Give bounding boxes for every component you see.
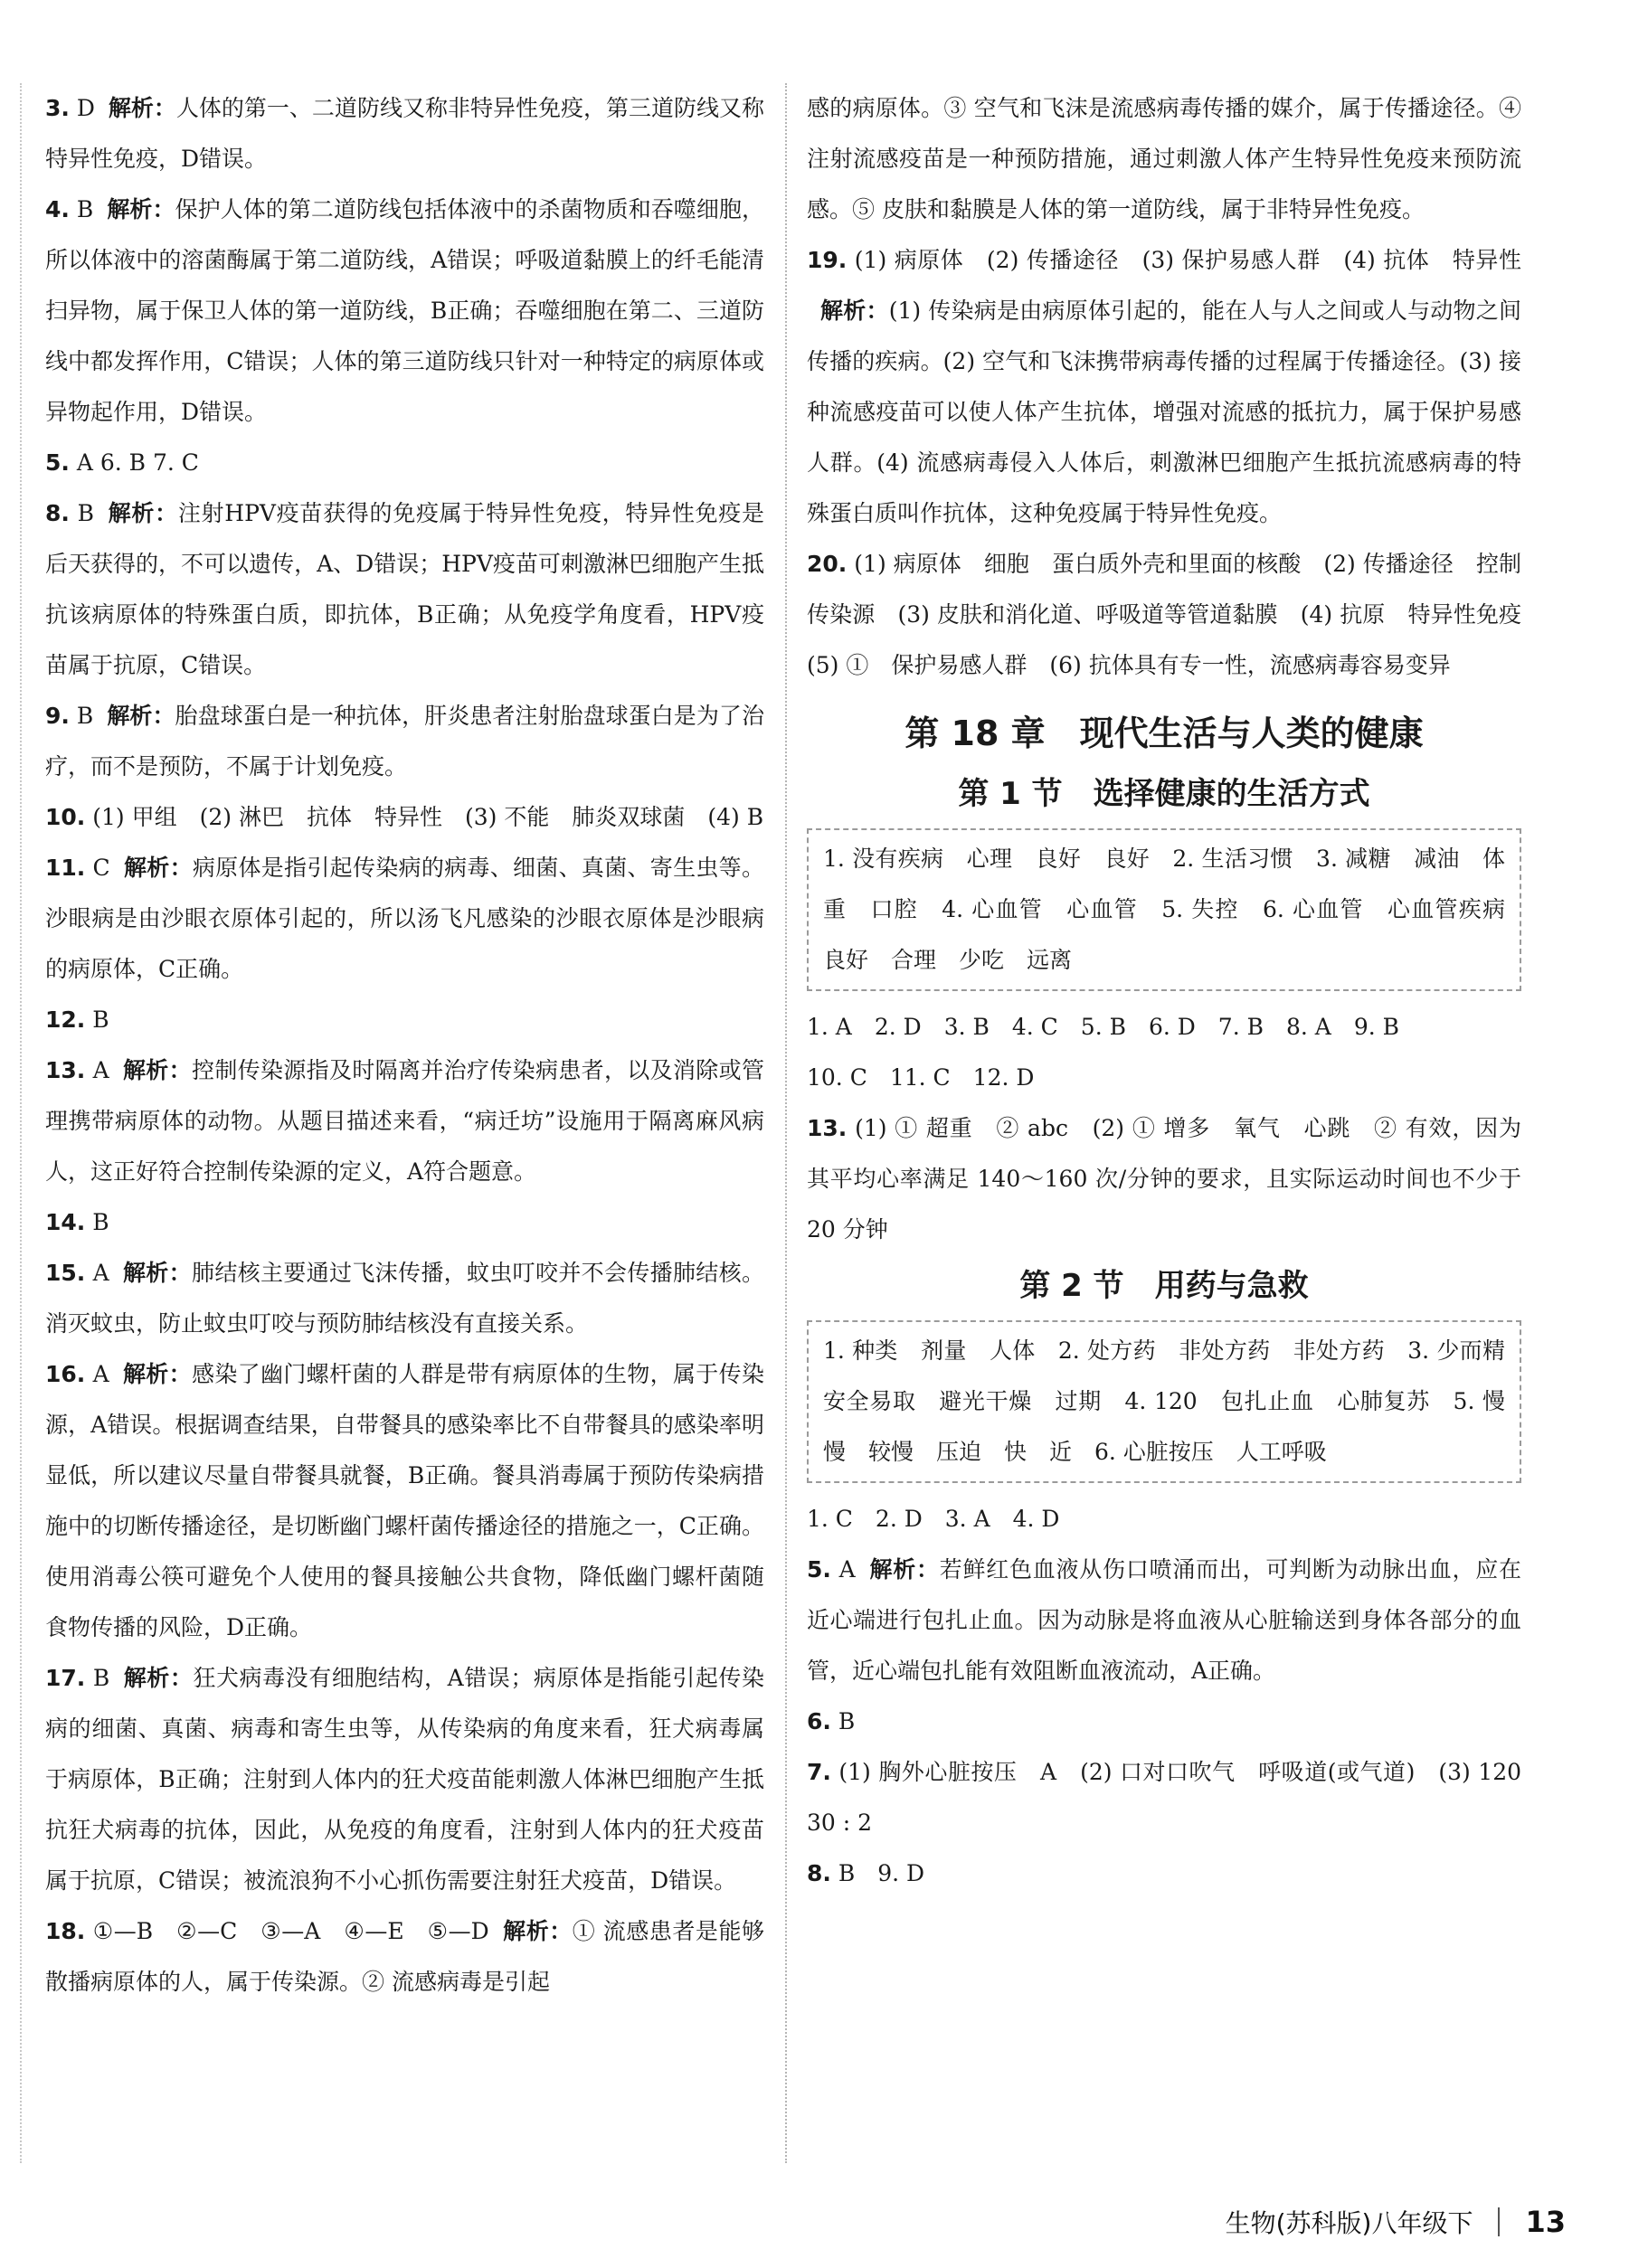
chapter-title: 第 18 章 现代生活与人类的健康: [904, 713, 1424, 753]
footer-subject: 生物(苏科版)八年级下: [1225, 2208, 1473, 2238]
answer-3: 3. D 解析：人体的第一、二道防线又称非特异性免疫，第三道防线又称特异性免疫，D错误。: [45, 95, 764, 172]
left-margin-rule: [20, 83, 22, 2163]
answer-19: 19. (1) 病原体 (2) 传播途径 (3) 保护易感人群 (4) 抗体 特异性解析：(1) 传染病是由病原体引起的，能在人与人之间或人与动物之间传播的疾病。(2) 空气和飞沫携带病毒传播的过程属于传播途径。(3) 接种流感疫苗可以使人体产生抗体，增强对流感的抵抗力，属于保护易感人群。(4) 流感病毒侵入人体后，刺激淋巴细胞产生抵抗流感病毒的特殊蛋白质叫作抗体，这种免疫属于特异性免疫。: [807, 247, 1521, 526]
answer-9: 9. B 解析：胎盘球蛋白是一种抗体，肝炎患者注射胎盘球蛋白是为了治疗，而不是预防，不属于计划免疫。: [45, 703, 764, 780]
column-divider: [785, 83, 787, 2163]
section-2-answer-8-9: 8. B 9. D: [807, 1860, 925, 1886]
answer-14: 14. B: [45, 1209, 109, 1235]
answer-20: 20. (1) 病原体 细胞 蛋白质外壳和里面的核酸 (2) 传播途径 控制传染源 (3) 皮肤和消化道、呼吸道等管道黏膜 (4) 抗原 特异性免疫 (5) ① 保护易感人群 (6) 抗体具有专一性，流感病毒容易变异: [807, 551, 1545, 678]
section-1-fill-box: 1. 没有疾病 心理 良好 良好 2. 生活习惯 3. 减糖 减油 体重 口腔 4. 心血管 心血管 5. 失控 6. 心血管 心血管疾病 良好 合理 少吃 远离: [807, 828, 1521, 991]
footer-separator: [1498, 2207, 1500, 2236]
section-1-answers-line-1: 1. A 2. D 3. B 4. C 5. B 6. D 7. B 8. A 9. B: [807, 1014, 1400, 1040]
section-2-answers-line-1: 1. C 2. D 3. A 4. D: [807, 1506, 1060, 1532]
section-1-answers-line-2: 10. C 11. C 12. D: [807, 1064, 1035, 1091]
left-column: [45, 83, 764, 2008]
answer-18: 18. ①—B ②—C ③—A ④—E ⑤—D 解析：① 流感患者是能够散播病原体的人，属于传染源。② 流感病毒是引起: [45, 1918, 764, 1995]
answer-4: 4. B 解析：保护人体的第二道防线包括体液中的杀菌物质和吞噬细胞，所以体液中的溶菌酶属于第二道防线，A错误；呼吸道黏膜上的纤毛能清扫异物，属于保卫人体的第一道防线，B正确；吞噬细胞在第二、三道防线中都发挥作用，C错误；人体的第三道防线只针对一种特定的病原体或异物起作用，D错误。: [45, 196, 764, 425]
answer-12: 12. B: [45, 1006, 109, 1033]
answer-17: 17. B 解析：狂犬病毒没有细胞结构，A错误；病原体是指能引起传染病的细菌、真菌、病毒和寄生虫等，从传染病的角度来看，狂犬病毒属于病原体，B正确；注射到人体内的狂犬疫苗能刺激人体淋巴细胞产生抵抗狂犬病毒的抗体，因此，从免疫的角度看，注射到人体内的狂犬疫苗属于抗原，C错误；被流浪狗不小心抓伤需要注射狂犬疫苗，D错误。: [45, 1665, 764, 1894]
answer-18-continuation: 感的病原体。③ 空气和飞沫是流感病毒传播的媒介，属于传播途径。④ 注射流感疫苗是一种预防措施，通过刺激人体产生特异性免疫来预防流感。⑤ 皮肤和黏膜是人体的第一道防线，属于非特异性免疫。: [807, 95, 1521, 222]
answer-16: 16. A 解析：感染了幽门螺杆菌的人群是带有病原体的生物，属于传染源，A错误。根据调查结果，自带餐具的感染率比不自带餐具的感染率明显低，所以建议尽量自带餐具就餐，B正确。餐具消毒属于预防传染病措施中的切断传播途径，是切断幽门螺杆菌传播途径的措施之一，C正确。使用消毒公筷可避免个人使用的餐具接触公共食物，降低幽门螺杆菌随食物传播的风险，D正确。: [45, 1361, 764, 1640]
section-2-answer-5: 5. A 解析：若鲜红色血液从伤口喷涌而出，可判断为动脉出血，应在近心端进行包扎止血。因为动脉是将血液从心脏输送到身体各部分的血管，近心端包扎能有效阻断血液流动，A正确。: [807, 1556, 1521, 1684]
section-2-answer-7: 7. (1) 胸外心脏按压 A (2) 口对口吹气 呼吸道(或气道) (3) 120 30 : 2: [807, 1759, 1545, 1836]
section-2-answer-6: 6. B: [807, 1708, 856, 1734]
answer-8: 8. B 解析：注射HPV疫苗获得的免疫属于特异性免疫，特异性免疫是后天获得的，不可以遗传，A、D错误；HPV疫苗可刺激淋巴细胞产生抵抗该病原体的特殊蛋白质，即抗体，B正确；从免疫学角度看，HPV疫苗属于抗原，C错误。: [45, 500, 764, 678]
section-1-answer-13: 13. (1) ① 超重 ② abc (2) ① 增多 氧气 心跳 ② 有效，因为其平均心率满足 140～160 次/分钟的要求，且实际运动时间也不少于 20 分钟: [807, 1115, 1522, 1243]
section-2-fill-box: 1. 种类 剂量 人体 2. 处方药 非处方药 非处方药 3. 少而精 安全易取 避光干燥 过期 4. 120 包扎止血 心肺复苏 5. 慢慢 较慢 压迫 快 近 6. 心脏按压 人工呼吸: [807, 1320, 1521, 1483]
answer-10: 10. (1) 甲组 (2) 淋巴 抗体 特异性 (3) 不能 肺炎双球菌 (4) B: [45, 804, 764, 830]
section-1-title: 第 1 节 选择健康的生活方式: [958, 776, 1370, 812]
page-footer: [1226, 2199, 1566, 2244]
answer-11: 11. C 解析：病原体是指引起传染病的病毒、细菌、真菌、寄生虫等。沙眼病是由沙眼衣原体引起的，所以汤飞凡感染的沙眼衣原体是沙眼病的病原体，C正确。: [45, 855, 764, 982]
right-column: [807, 83, 1545, 1899]
answer-5-7: 5. A 6. B 7. C: [45, 449, 199, 476]
answer-15: 15. A 解析：肺结核主要通过飞沫传播，蚊虫叮咬并不会传播肺结核。消灭蚊虫，防止蚊虫叮咬与预防肺结核没有直接关系。: [45, 1260, 764, 1337]
section-2-title: 第 2 节 用药与急救: [1019, 1268, 1309, 1304]
page-number: 13: [1525, 2205, 1566, 2239]
answer-13: 13. A 解析：控制传染源指及时隔离并治疗传染病患者，以及消除或管理携带病原体的动物。从题目描述来看，“病迁坊”设施用于隔离麻风病人，这正好符合控制传染源的定义，A符合题意。: [45, 1057, 764, 1185]
